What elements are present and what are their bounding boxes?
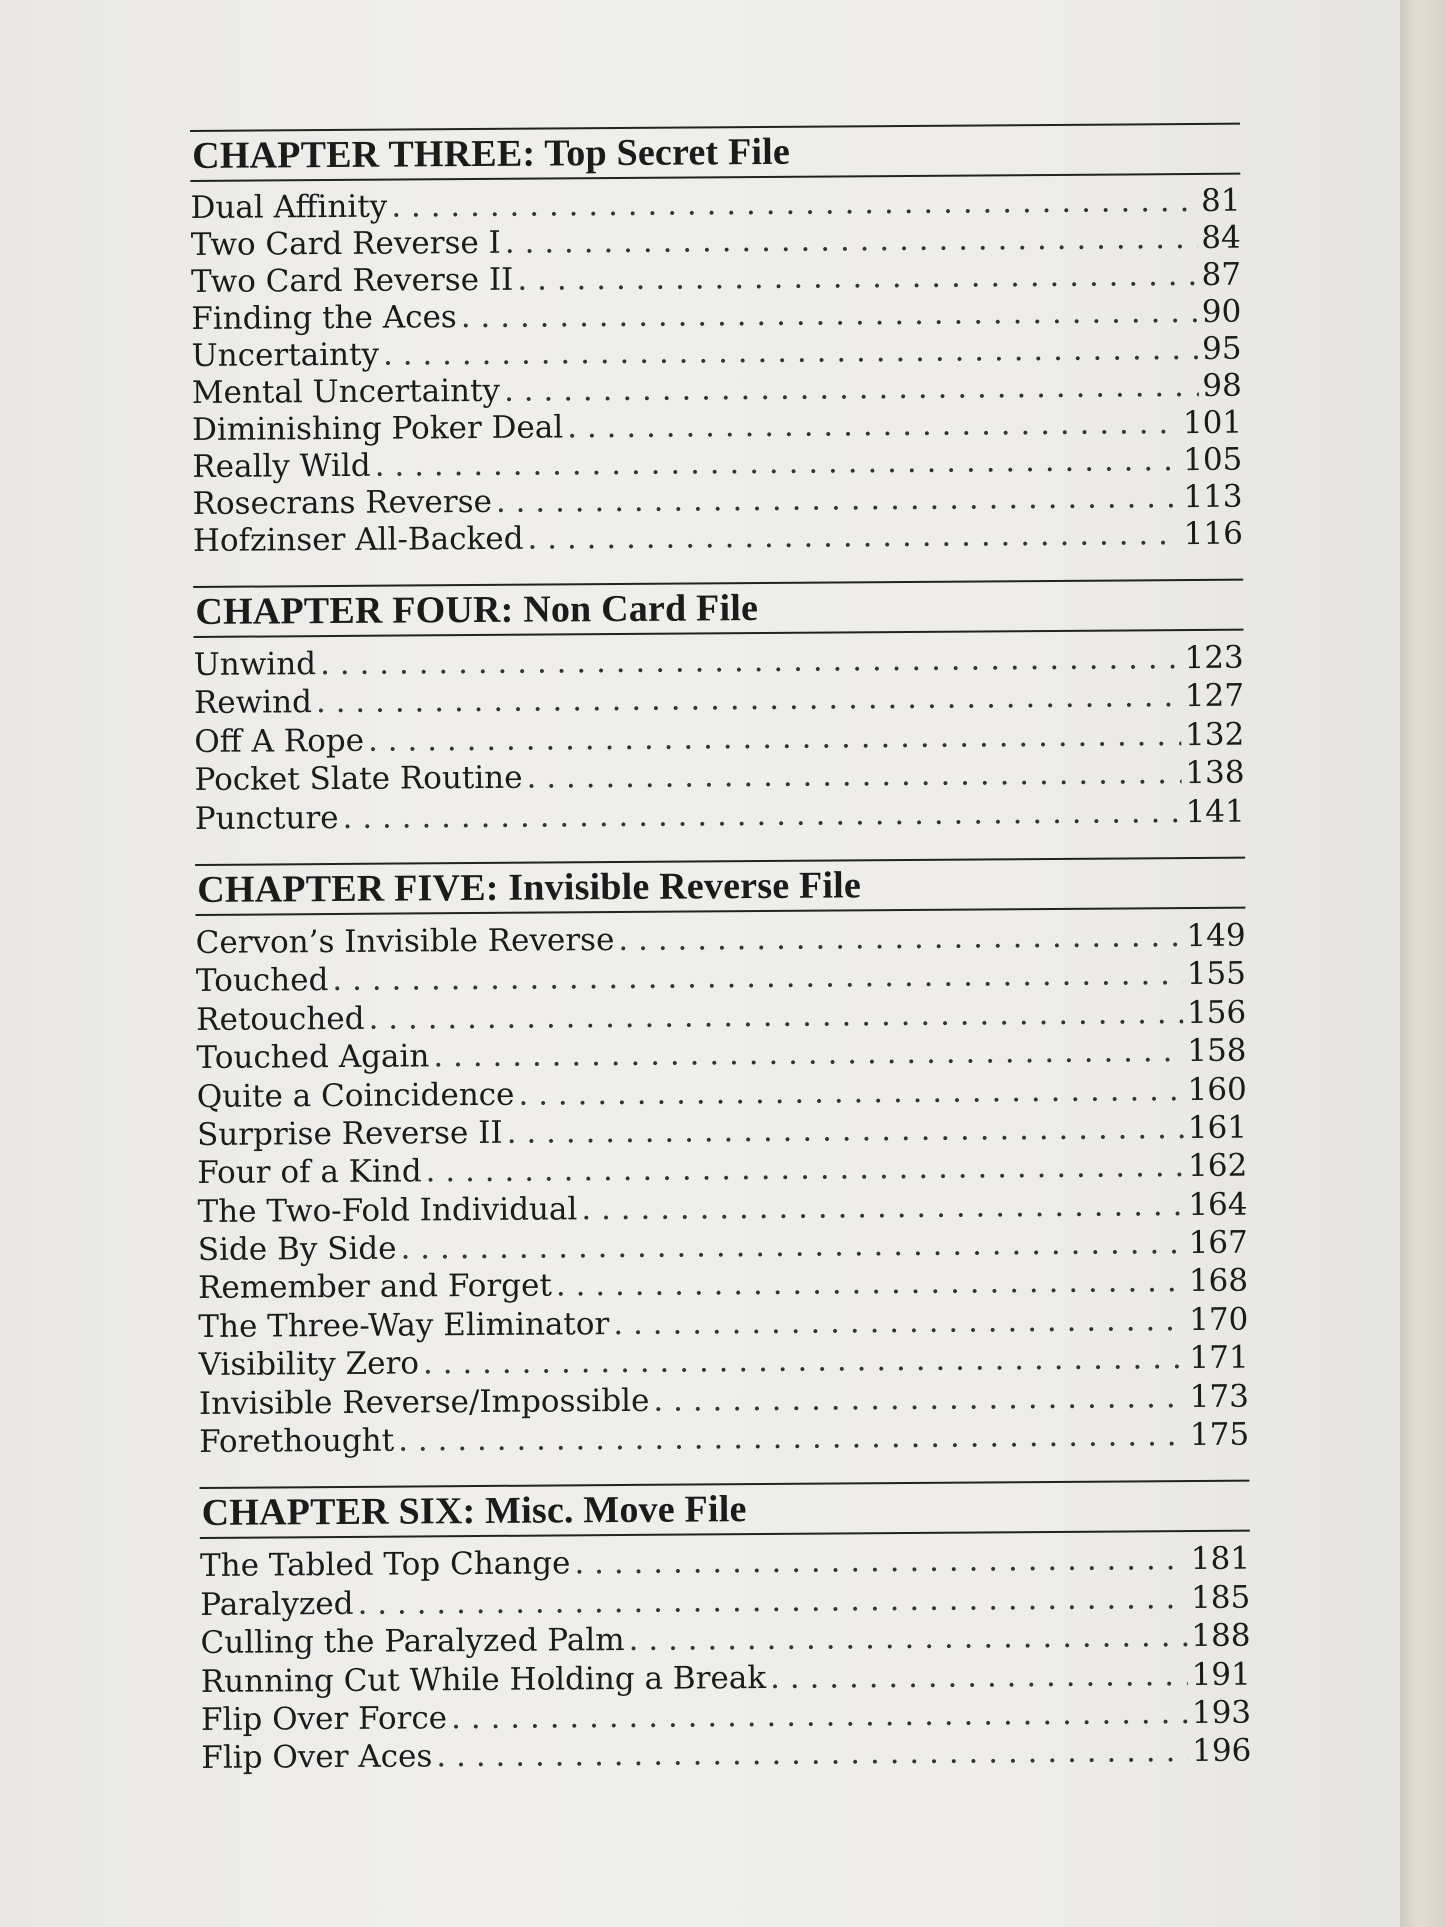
dot-leader [461,294,1198,336]
entry-title: Side By Side [197,1230,397,1269]
entry-title: Touched Again [196,1038,430,1077]
entry-title: Hofzinser All-Backed [192,520,524,559]
dot-leader [613,1301,1185,1343]
entry-page-number: 141 [1185,793,1245,830]
entry-page-number: 127 [1184,678,1245,715]
dot-leader [425,1147,1184,1191]
entry-title: The Three-Way Eliminator [198,1305,610,1345]
dot-leader [423,1339,1186,1383]
entry-page-number: 123 [1184,639,1244,677]
dot-leader [332,955,1183,999]
entry-page-number: 132 [1184,716,1245,753]
entry-title: Paralyzed [200,1585,354,1623]
entry-page-number: 167 [1188,1224,1248,1262]
entry-title: Four of a Kind [197,1153,422,1192]
entry-title: Invisible Reverse/Impossible [198,1382,650,1422]
entry-title: Retouched [196,1000,365,1038]
entry-page-number: 173 [1189,1378,1249,1415]
entry-title: Two Card Reverse II [190,261,514,300]
dot-leader [618,917,1182,959]
dot-leader [526,754,1181,797]
page-edge [1400,0,1445,1927]
entry-title: Off A Rope [194,722,365,760]
entry-title: Culling the Paralyzed Palm [200,1622,625,1662]
entry-page-number: 188 [1191,1617,1251,1655]
entry-title: Puncture [194,799,339,837]
entry-page-number: 164 [1188,1186,1248,1223]
dot-leader [368,994,1183,1038]
entry-title: Visibility Zero [198,1345,420,1384]
chapter-heading: CHAPTER FIVE: Invisible Reverse File [195,857,1245,916]
dot-leader [527,516,1179,558]
entry-page-number: 105 [1183,441,1243,479]
entry-title: Flip Over Force [200,1700,448,1738]
dot-leader [400,1224,1184,1268]
entry-page-number: 155 [1186,955,1247,993]
entry-page-number: 98 [1202,367,1242,404]
dot-leader [581,1186,1184,1229]
entry-page-number: 162 [1187,1147,1248,1185]
toc-entry [193,516,1243,560]
entry-page-number: 156 [1186,994,1247,1031]
entry-page-number: 168 [1188,1263,1249,1300]
entry-title: Cervon’s Invisible Reverse [195,922,615,961]
dot-leader [504,368,1199,410]
entry-title: Two Card Reverse I [190,224,501,263]
entry-title: The Two-Fold Individual [197,1191,578,1230]
chapter-heading: CHAPTER SIX: Misc. Move File [199,1480,1249,1539]
chapter-heading: CHAPTER FOUR: Non Card File [193,579,1243,638]
entry-page-number: 84 [1201,219,1241,256]
entry-title: Touched [195,962,329,1000]
entry-page-number: 196 [1192,1733,1252,1770]
entry-title: Pocket Slate Routine [194,759,523,799]
entry-page-number: 160 [1187,1071,1247,1108]
chapter-heading: CHAPTER THREE: Top Secret File [190,123,1240,182]
dot-leader [368,716,1181,760]
entry-page-number: 113 [1183,478,1243,516]
entry-page-number: 161 [1187,1109,1248,1146]
entry-page-number: 158 [1187,1032,1247,1070]
chapter-section [193,579,1245,838]
entry-page-number: 90 [1201,293,1242,330]
toc-entry [199,1416,1249,1462]
dot-leader [391,183,1197,226]
dot-leader [383,331,1198,374]
dot-leader [507,1109,1184,1152]
entry-page-number: 170 [1189,1301,1249,1338]
entry-page-number: 185 [1190,1579,1251,1616]
entry-title: Forethought [199,1422,395,1460]
dot-leader [320,639,1181,683]
toc-entry [195,792,1245,838]
dot-leader [357,1579,1187,1623]
dot-leader [518,1071,1183,1114]
entry-page-number: 191 [1191,1656,1251,1693]
entry-title: Rosecrans Reverse [192,483,493,522]
chapter-section [195,857,1249,1462]
entry-page-number: 101 [1182,404,1243,442]
dot-leader [628,1617,1187,1659]
entry-title: Flip Over Aces [201,1738,433,1777]
entry-title: Quite a Coincidence [196,1076,515,1115]
entry-page-number: 87 [1201,256,1242,293]
dot-leader [496,479,1180,521]
entry-page-number: 193 [1191,1694,1252,1732]
entry-title: The Tabled Top Change [199,1545,571,1585]
dot-leader [556,1263,1185,1306]
dot-leader [517,257,1197,299]
dot-leader [436,1732,1188,1776]
entry-title: Surprise Reverse II [196,1114,503,1153]
chapter-section [199,1480,1251,1778]
dot-leader [342,793,1181,837]
entry-title: Rewind [193,684,313,722]
dot-leader [505,220,1198,262]
entry-page-number: 149 [1186,917,1246,955]
entry-title: Finding the Aces [191,299,457,337]
dot-leader [433,1032,1183,1076]
entry-title: Uncertainty [191,336,380,374]
entry-page-number: 95 [1201,330,1242,367]
entry-page-number: 181 [1190,1541,1251,1578]
dot-leader [770,1656,1188,1697]
dot-leader [316,677,1181,721]
entry-title: Remember and Forget [197,1267,552,1307]
dot-leader [653,1378,1186,1420]
entry-title: Mental Uncertainty [191,372,501,411]
entry-title: Running Cut While Holding a Break [200,1659,767,1700]
entry-title: Diminishing Poker Deal [191,409,564,448]
entry-page-number: 171 [1189,1339,1249,1377]
entry-title: Really Wild [192,447,371,485]
entry-page-number: 116 [1183,515,1243,553]
table-of-contents [190,123,1252,1804]
toc-entry [201,1732,1251,1778]
dot-leader [574,1540,1187,1583]
entry-title: Unwind [193,646,317,683]
entry-page-number: 81 [1200,182,1241,219]
dot-leader [398,1416,1186,1460]
entry-page-number: 175 [1189,1416,1250,1454]
entry-page-number: 138 [1185,754,1245,792]
dot-leader [567,405,1179,446]
chapter-section [190,123,1243,560]
dot-leader [451,1694,1188,1738]
entry-title: Dual Affinity [190,188,388,226]
dot-leader [375,442,1180,485]
